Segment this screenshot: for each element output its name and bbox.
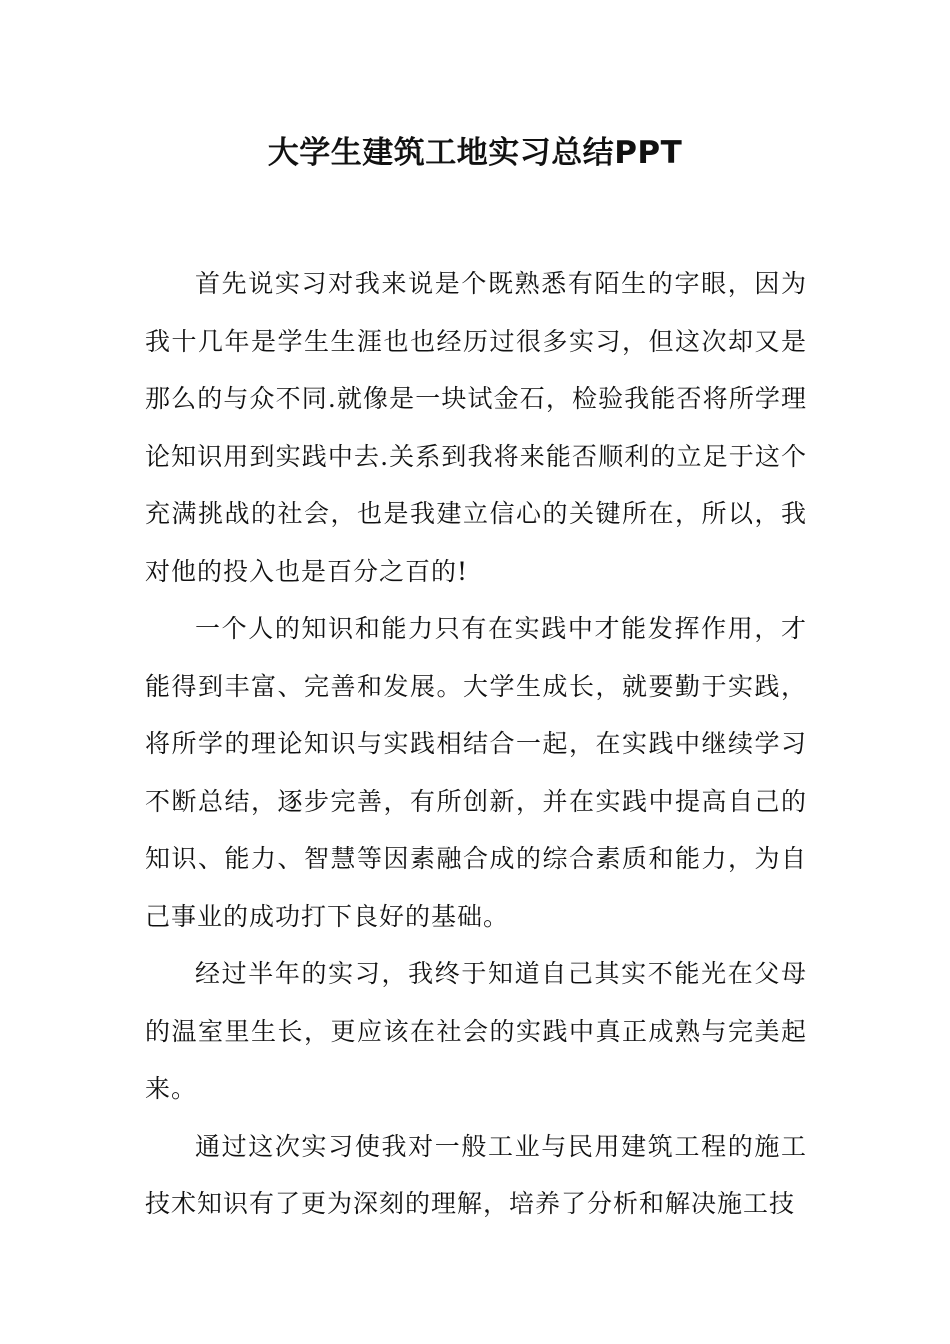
document-title: 大学生建筑工地实习总结PPT — [267, 135, 683, 171]
paragraph-1: 首先说实习对我来说是个既熟悉有陌生的字眼，因为我十几年是学生生涯也也经历过很多实习，但这次却又是那么的与众不同.就像是一块试金石，检验我能否将所学理论知识用到实践中去.关系到我将来能否顺利的立足于这个充满挑战的社会，也是我建立信心的关键所在，所以，我对他的投入也是百分之百的! — [145, 269, 807, 586]
paragraph-4: 通过这次实习使我对一般工业与民用建筑工程的施工技术知识有了更为深刻的理解，培养了分析和解决施工技 — [145, 1131, 807, 1218]
document-body — [145, 255, 807, 1233]
paragraph-3: 经过半年的实习，我终于知道自己其实不能光在父母的温室里生长，更应该在社会的实践中真正成熟与完美起来。 — [145, 959, 807, 1103]
paragraph-2: 一个人的知识和能力只有在实践中才能发挥作用，才能得到丰富、完善和发展。大学生成长，就要勤于实践，将所学的理论知识与实践相结合一起，在实践中继续学习不断总结，逐步完善，有所创新，并在实践中提高自己的知识、能力、智慧等因素融合成的综合素质和能力，为自己事业的成功打下良好的基础。 — [145, 614, 807, 931]
